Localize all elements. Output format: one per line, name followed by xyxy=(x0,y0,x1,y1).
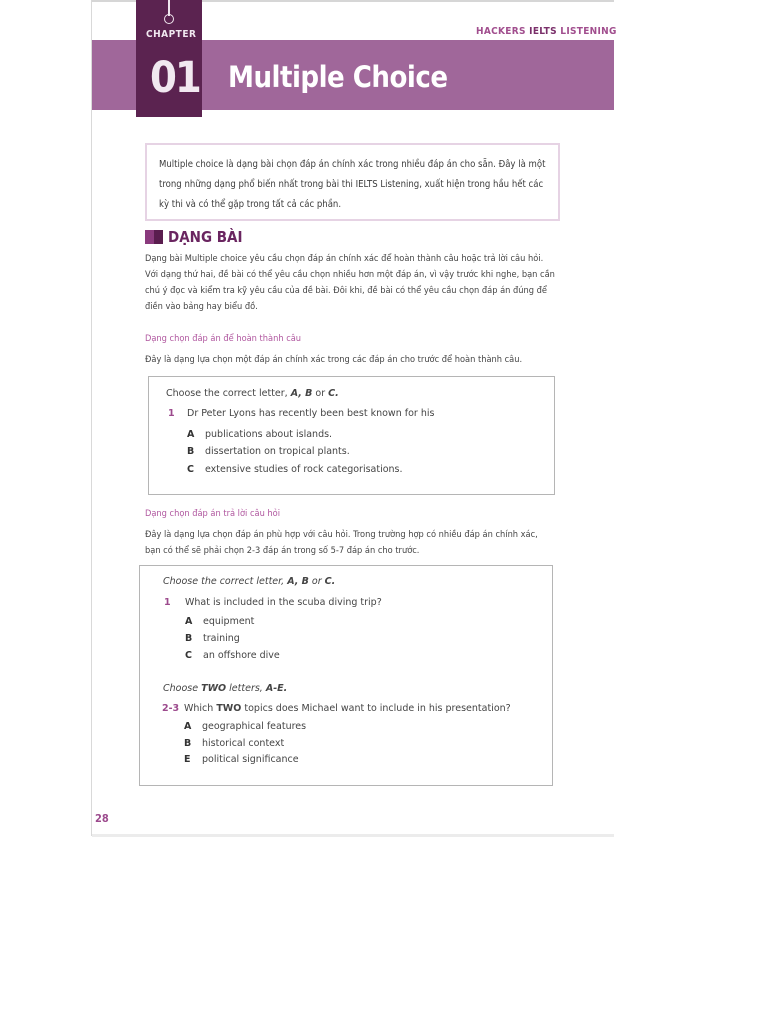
ex2-q2: Which TWO topics does Michael want to include in his presentation? xyxy=(184,703,511,714)
ex1-option-text: extensive studies of rock categorisations. xyxy=(205,464,403,475)
ex2-q1-option-letter: A xyxy=(185,616,193,627)
section-heading-label: DẠNG BÀI xyxy=(168,228,243,246)
running-header: HACKERS IELTS LISTENING xyxy=(476,26,617,37)
ex1-question: Dr Peter Lyons has recently been best known for his xyxy=(187,408,435,419)
ex2-q1-option-letter: C xyxy=(185,650,192,661)
ex2-q2-option-text: political significance xyxy=(202,754,299,765)
ex2-q2-option-letter: A xyxy=(184,721,192,732)
ex1-option-text: publications about islands. xyxy=(205,429,333,440)
ex2-q1-option-text: equipment xyxy=(203,616,255,627)
chapter-title: Multiple Choice xyxy=(228,60,448,94)
ex2-instruction-1: Choose the correct letter, A, B or C. xyxy=(163,576,336,587)
chapter-number: 01 xyxy=(150,53,200,103)
ex1-instruction: Choose the correct letter, A, B or C. xyxy=(166,388,339,399)
ex1-option-letter: A xyxy=(187,429,195,440)
type1-desc: Đây là dạng lựa chọn một đáp án chính xác trong các đáp án cho trước để hoàn thành câu. xyxy=(145,354,523,365)
chapter-tab xyxy=(136,0,202,117)
intro-box xyxy=(145,143,560,221)
ex1-question-number: 1 xyxy=(168,408,175,419)
ex1-option-letter: B xyxy=(187,446,195,457)
page-edge xyxy=(91,0,92,836)
ex1-option-text: dissertation on tropical plants. xyxy=(205,446,350,457)
chapter-label: CHAPTER xyxy=(146,29,197,40)
type1-subhead: Dạng chọn đáp án để hoàn thành câu xyxy=(145,333,302,344)
type2-desc: Đây là dạng lựa chọn đáp án phù hợp với câu hỏi. Trong trường hợp có nhiều đáp án chính xác, bạn có thể sẽ phải chọn 2-3 đáp án trong số 5-7 đáp án cho trước. xyxy=(145,529,538,556)
ex2-q1: What is included in the scuba diving trip? xyxy=(185,597,382,608)
intro-text: Multiple choice là dạng bài chọn đáp án chính xác trong nhiều đáp án cho sẵn. Đây là một trong những dạng phổ biến nhất trong bài thi IELTS Listening, xuất hiện trong hầu hết các kỳ thi và có thể gặp trong tất cả các phần. xyxy=(159,159,546,210)
section-body: Dạng bài Multiple choice yêu cầu chọn đáp án chính xác để hoàn thành câu hoặc trả lời câu hỏi. Với dạng thứ hai, đề bài có thể yêu cầu chọn nhiều hơn một đáp án, vì vậy trước khi nghe, bạn cần chú ý đọc và kiểm tra kỹ yêu cầu của đề bài. Đôi khi, đề bài có thể yêu cầu chọn đáp án đúng để điền vào bảng hay biểu đồ. xyxy=(145,253,555,312)
heading-marker-dark xyxy=(154,230,163,244)
ex1-option-letter: C xyxy=(187,464,194,475)
type2-subhead: Dạng chọn đáp án trả lời câu hỏi xyxy=(145,508,281,519)
ex2-instruction-2: Choose TWO letters, A-E. xyxy=(163,683,288,694)
ex2-q1-number: 1 xyxy=(164,597,171,608)
heading-marker-icon xyxy=(145,230,154,244)
page-bottom-edge xyxy=(92,834,614,837)
page-number: 28 xyxy=(95,812,109,825)
bookmark-ring-icon xyxy=(164,14,174,24)
ex2-q1-option-text: training xyxy=(203,633,240,644)
ex2-q1-option-letter: B xyxy=(185,633,193,644)
ex2-q2-number: 2-3 xyxy=(162,703,180,714)
ex2-q2-option-letter: E xyxy=(184,754,191,765)
ex2-q1-option-text: an offshore dive xyxy=(203,650,280,661)
ex2-q2-option-text: historical context xyxy=(202,738,285,749)
ex2-q2-option-letter: B xyxy=(184,738,192,749)
ex2-q2-option-text: geographical features xyxy=(202,721,307,732)
